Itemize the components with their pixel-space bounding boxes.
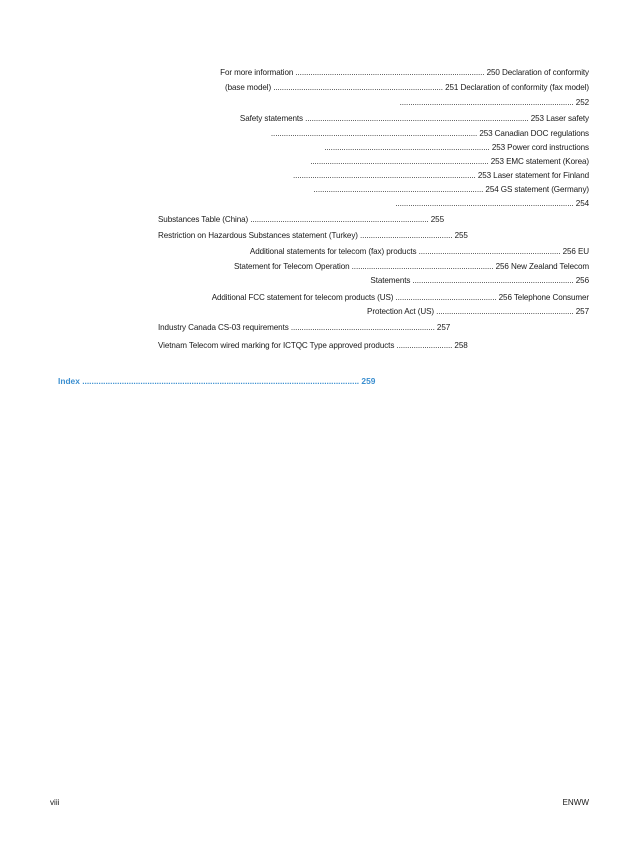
footer-page-number: viii <box>50 798 60 807</box>
toc-line[interactable]: Statements ........................................................................... 256 <box>370 276 589 285</box>
toc-line[interactable]: Protection Act (US) ................................................................ 257 <box>367 307 589 316</box>
toc-line[interactable]: ................................................................................... 254 <box>395 199 589 208</box>
toc-line[interactable]: Additional FCC statement for telecom products (US) ............................................... 256 Telephone Consumer <box>211 293 589 302</box>
index-entry[interactable]: Index ....................................................................................................................... 259 <box>58 376 376 386</box>
toc-line[interactable]: Safety statements ........................................................................................................ 253 Laser safety <box>239 114 589 123</box>
toc-line[interactable]: Restriction on Hazardous Substances statement (Turkey) ........................................... 255 <box>158 231 468 240</box>
toc-line[interactable]: ................................................................................. 252 <box>399 98 589 107</box>
toc-line[interactable]: ..................................................................................... 253 Laser statement for Finland <box>293 171 589 180</box>
toc-line[interactable]: For more information ........................................................................................ 250 Declaration of conformity <box>220 68 589 77</box>
toc-line[interactable]: Substances Table (China) ................................................................................... 255 <box>158 215 444 224</box>
toc-line[interactable]: ............................................................................. 253 Power cord instructions <box>324 143 589 152</box>
toc-line[interactable]: Vietnam Telecom wired marking for ICTQC Type approved products .......................... 258 <box>158 341 468 350</box>
footer-enww: ENWW <box>562 798 589 807</box>
toc-line[interactable]: ................................................................................................ 253 Canadian DOC regulations <box>270 129 589 138</box>
toc-line[interactable]: Additional statements for telecom (fax) products .................................................................. 256 EU <box>249 247 589 256</box>
toc-line[interactable]: Statement for Telecom Operation .................................................................. 256 New Zealand Telecom <box>233 262 589 271</box>
toc-line[interactable]: (base model) ............................................................................... 251 Declaration of conformity (fax model) <box>225 83 589 92</box>
toc-line[interactable]: Industry Canada CS-03 requirements ................................................................... 257 <box>158 323 451 332</box>
toc-line[interactable]: ................................................................................... 253 EMC statement (Korea) <box>310 157 589 166</box>
toc-line[interactable]: ............................................................................... 254 GS statement (Germany) <box>313 185 589 194</box>
